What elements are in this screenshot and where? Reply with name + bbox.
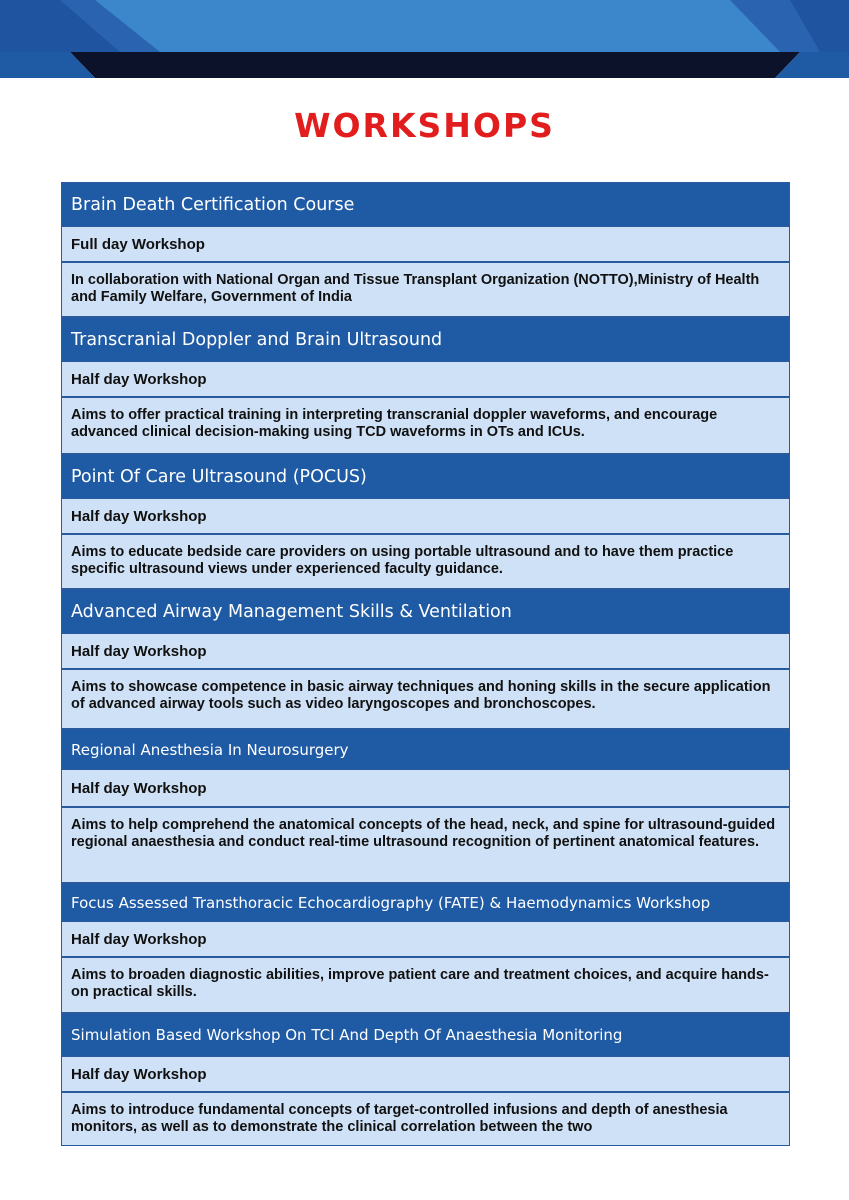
workshop-duration: Half day Workshop (62, 770, 789, 808)
workshop-title: Regional Anesthesia In Neurosurgery (62, 730, 789, 770)
workshop-title: Brain Death Certification Course (62, 183, 789, 227)
workshop-duration: Full day Workshop (62, 227, 789, 263)
workshop-description: Aims to help comprehend the anatomical concepts of the head, neck, and spine for ultrasound-guided regional anaesthesia and conduct real-time ultrasound recognition of pertinent anatomical features. (62, 808, 789, 884)
workshop-duration: Half day Workshop (62, 922, 789, 958)
workshop-description: Aims to showcase competence in basic airway techniques and honing skills in the secure application of advanced airway tools such as video laryngoscopes and bronchoscopes. (62, 670, 789, 730)
workshop-title: Advanced Airway Management Skills & Ventilation (62, 590, 789, 634)
page-title: WORKSHOPS (294, 106, 555, 145)
workshops-table (61, 182, 790, 1146)
workshop-title: Point Of Care Ultrasound (POCUS) (62, 455, 789, 499)
header-banner (0, 0, 849, 80)
workshop-duration: Half day Workshop (62, 499, 789, 535)
workshop-description: Aims to educate bedside care providers on using portable ultrasound and to have them practice specific ultrasound views under experienced faculty guidance. (62, 535, 789, 590)
workshop-description: Aims to introduce fundamental concepts of target-controlled infusions and depth of anesthesia monitors, as well as to demonstrate the clinical correlation between the two (62, 1093, 789, 1146)
workshop-duration: Half day Workshop (62, 362, 789, 398)
workshop-description: Aims to offer practical training in interpreting transcranial doppler waveforms, and encourage advanced clinical decision-making using TCD waveforms in OTs and ICUs. (62, 398, 789, 455)
workshop-title: Simulation Based Workshop On TCI And Depth Of Anaesthesia Monitoring (62, 1014, 789, 1057)
workshop-duration: Half day Workshop (62, 634, 789, 670)
workshop-description: In collaboration with National Organ and Tissue Transplant Organization (NOTTO),Ministry of Health and Family Welfare, Government of India (62, 263, 789, 318)
workshop-title: Transcranial Doppler and Brain Ultrasound (62, 318, 789, 362)
workshop-description: Aims to broaden diagnostic abilities, improve patient care and treatment choices, and acquire hands-on practical skills. (62, 958, 789, 1014)
workshop-title: Focus Assessed Transthoracic Echocardiography (FATE) & Haemodynamics Workshop (62, 884, 789, 922)
workshop-duration: Half day Workshop (62, 1057, 789, 1093)
table-bottom-rule (61, 1145, 790, 1146)
